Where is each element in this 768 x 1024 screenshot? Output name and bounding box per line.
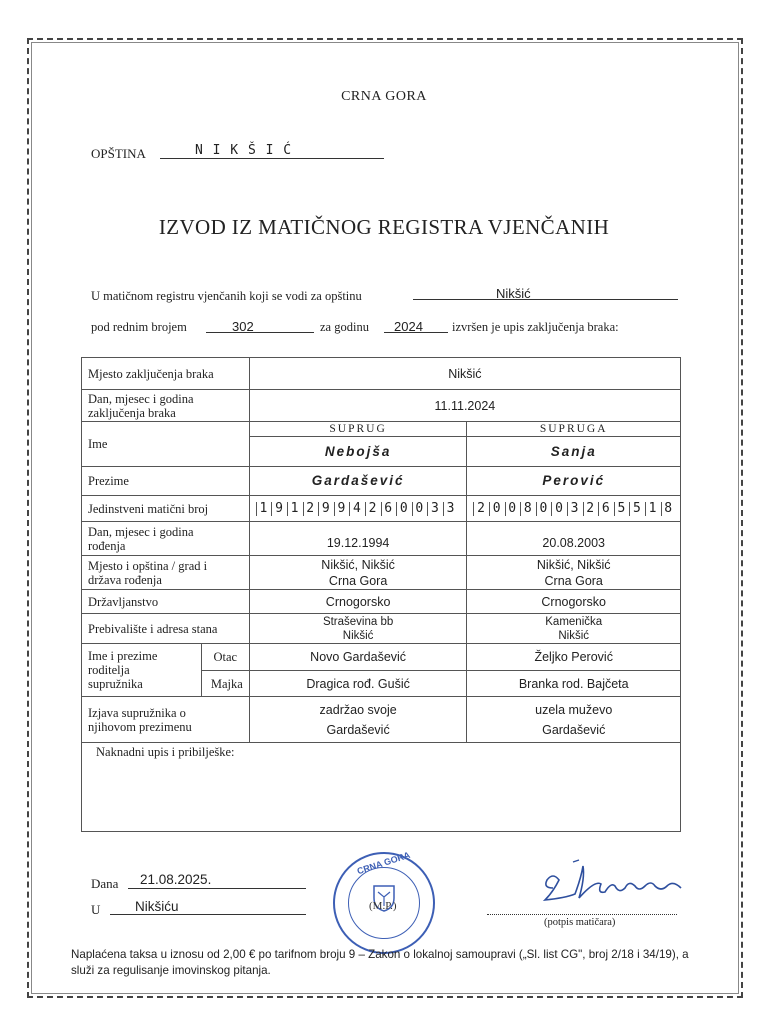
jmb-suprug-digit: 9 bbox=[318, 502, 334, 516]
prebivaliste-label: Prebivalište i adresa stana bbox=[82, 614, 250, 644]
jmb-supruga-digit: 1 bbox=[645, 502, 661, 516]
jmb-supruga-digit: 0 bbox=[489, 502, 505, 516]
u-label: U bbox=[91, 902, 101, 917]
jmb-suprug-digit: 1 bbox=[256, 502, 272, 516]
prezime-suprug: Gardašević bbox=[249, 467, 467, 496]
otac-supruga: Željko Perović bbox=[467, 644, 681, 671]
mjesto-rodjenja-suprug: Nikšić, Nikšić Crna Gora bbox=[249, 556, 467, 590]
dana-label: Dana bbox=[91, 876, 119, 891]
signature-line bbox=[487, 914, 677, 915]
u-value: Nikšiću bbox=[135, 899, 179, 914]
jmb-supruga-digit: 8 bbox=[661, 502, 677, 516]
supruga-header: SUPRUGA bbox=[467, 422, 681, 437]
datum-value: 11.11.2024 bbox=[249, 390, 680, 422]
country-heading: CRNA GORA bbox=[341, 89, 427, 104]
roditelji-label: Ime i prezime roditelja supružnika bbox=[82, 644, 202, 697]
prebivaliste-supruga: Kamenička Nikšić bbox=[467, 614, 681, 644]
jmb-supruga-digit: 2 bbox=[473, 502, 489, 516]
jmb-suprug-digit: 6 bbox=[381, 502, 397, 516]
jmb-suprug-digit: 0 bbox=[412, 502, 428, 516]
majka-supruga: Branka rod. Bajčeta bbox=[467, 671, 681, 697]
rodjenje-suprug: 19.12.1994 bbox=[249, 522, 467, 556]
godina-value: 2024 bbox=[394, 319, 423, 334]
mjesto-value: Nikšić bbox=[249, 358, 680, 390]
izjava-supruga: uzela muževo Gardašević bbox=[467, 697, 681, 743]
mjesto-label: Mjesto zaključenja braka bbox=[82, 358, 250, 390]
mjesto-rodjenja-label: Mjesto i opština / grad i država rođenja bbox=[82, 556, 250, 590]
suprug-header: SUPRUG bbox=[249, 422, 467, 437]
jmb-label: Jedinstveni matični broj bbox=[82, 496, 250, 522]
mp-label: (M.P.) bbox=[369, 900, 397, 912]
jmb-suprug-digit: 2 bbox=[365, 502, 381, 516]
dana-value: 21.08.2025. bbox=[140, 872, 212, 887]
intro-line2-a: pod rednim brojem bbox=[91, 320, 187, 334]
datum-label: Dan, mjesec i godina zaključenja braka bbox=[82, 390, 250, 422]
intro-line2-b: za godinu bbox=[320, 320, 369, 334]
ime-suprug: Nebojša bbox=[249, 437, 467, 467]
jmb-supruga-digit: 6 bbox=[598, 502, 614, 516]
jmb-supruga-digit: 0 bbox=[505, 502, 521, 516]
ime-supruga: Sanja bbox=[467, 437, 681, 467]
drzavljanstvo-supruga: Crnogorsko bbox=[467, 590, 681, 614]
document-title: IZVOD IZ MATIČNOG REGISTRA VJENČANIH bbox=[158, 215, 610, 239]
jmb-supruga-digit: 5 bbox=[629, 502, 645, 516]
rodjenje-supruga: 20.08.2003 bbox=[467, 522, 681, 556]
dana-underline bbox=[128, 888, 306, 889]
jmb-suprug-digit: 9 bbox=[334, 502, 350, 516]
stamp-text: CRNA GORA bbox=[355, 849, 412, 877]
otac-suprug: Novo Gardašević bbox=[249, 644, 467, 671]
signature-caption: (potpis matičara) bbox=[544, 917, 616, 928]
jmb-suprug bbox=[249, 496, 467, 522]
jmb-supruga-digit: 5 bbox=[614, 502, 630, 516]
jmb-suprug-digit: 0 bbox=[396, 502, 412, 516]
jmb-supruga-digit: 2 bbox=[583, 502, 599, 516]
intro-opstina-value: Nikšić bbox=[496, 286, 531, 301]
majka-suprug: Dragica rođ. Gušić bbox=[249, 671, 467, 697]
otac-label: Otac bbox=[201, 644, 249, 671]
jmb-supruga-digit: 0 bbox=[536, 502, 552, 516]
redni-broj-value: 302 bbox=[232, 319, 254, 334]
izjava-suprug: zadržao svoje Gardašević bbox=[249, 697, 467, 743]
jmb-supruga-digit: 8 bbox=[520, 502, 536, 516]
jmb-suprug-digit: 9 bbox=[271, 502, 287, 516]
jmb-supruga-digit: 0 bbox=[551, 502, 567, 516]
rodjenje-label: Dan, mjesec i godina rođenja bbox=[82, 522, 250, 556]
prebivaliste-suprug: Straševina bb Nikšić bbox=[249, 614, 467, 644]
mjesto-rodjenja-supruga: Nikšić, Nikšić Crna Gora bbox=[467, 556, 681, 590]
drzavljanstvo-label: Državljanstvo bbox=[82, 590, 250, 614]
izjava-label: Izjava supružnika o njihovom prezimenu bbox=[82, 697, 250, 743]
prezime-label: Prezime bbox=[82, 467, 250, 496]
prezime-supruga: Perović bbox=[467, 467, 681, 496]
majka-label: Majka bbox=[201, 671, 249, 697]
registry-table bbox=[81, 357, 681, 832]
jmb-supruga bbox=[467, 496, 681, 522]
drzavljanstvo-suprug: Crnogorsko bbox=[249, 590, 467, 614]
intro-line1-underline bbox=[413, 299, 678, 300]
jmb-suprug-digit: 1 bbox=[287, 502, 303, 516]
opstina-value: N I K Š I Ć bbox=[195, 143, 293, 158]
ime-label: Ime bbox=[82, 422, 250, 467]
intro-line1: U matičnom registru vjenčanih koji se vodi za opštinu bbox=[91, 289, 362, 303]
signature-icon bbox=[535, 858, 695, 914]
jmb-suprug-digit: 2 bbox=[303, 502, 319, 516]
jmb-supruga-digit: 3 bbox=[567, 502, 583, 516]
jmb-suprug-digit: 3 bbox=[427, 502, 443, 516]
naknadni-label: Naknadni upis i pribilješke: bbox=[82, 743, 681, 832]
redni-broj-underline bbox=[206, 332, 314, 333]
opstina-underline bbox=[160, 158, 384, 159]
jmb-suprug-digit: 4 bbox=[349, 502, 365, 516]
opstina-label: OPŠTINA bbox=[91, 146, 146, 161]
tax-note: Naplaćena taksa u iznosu od 2,00 € po tarifnom broju 9 – Zakon o lokalnoj samoupravi („Sl. list CG", broj 2/18 i 34/19), a služi za regulisanje imovinskog pitanja. bbox=[71, 948, 689, 977]
intro-line2-c: izvršen je upis zaključenja braka: bbox=[452, 320, 619, 334]
u-underline bbox=[110, 914, 306, 915]
jmb-suprug-digit: 3 bbox=[443, 502, 459, 516]
